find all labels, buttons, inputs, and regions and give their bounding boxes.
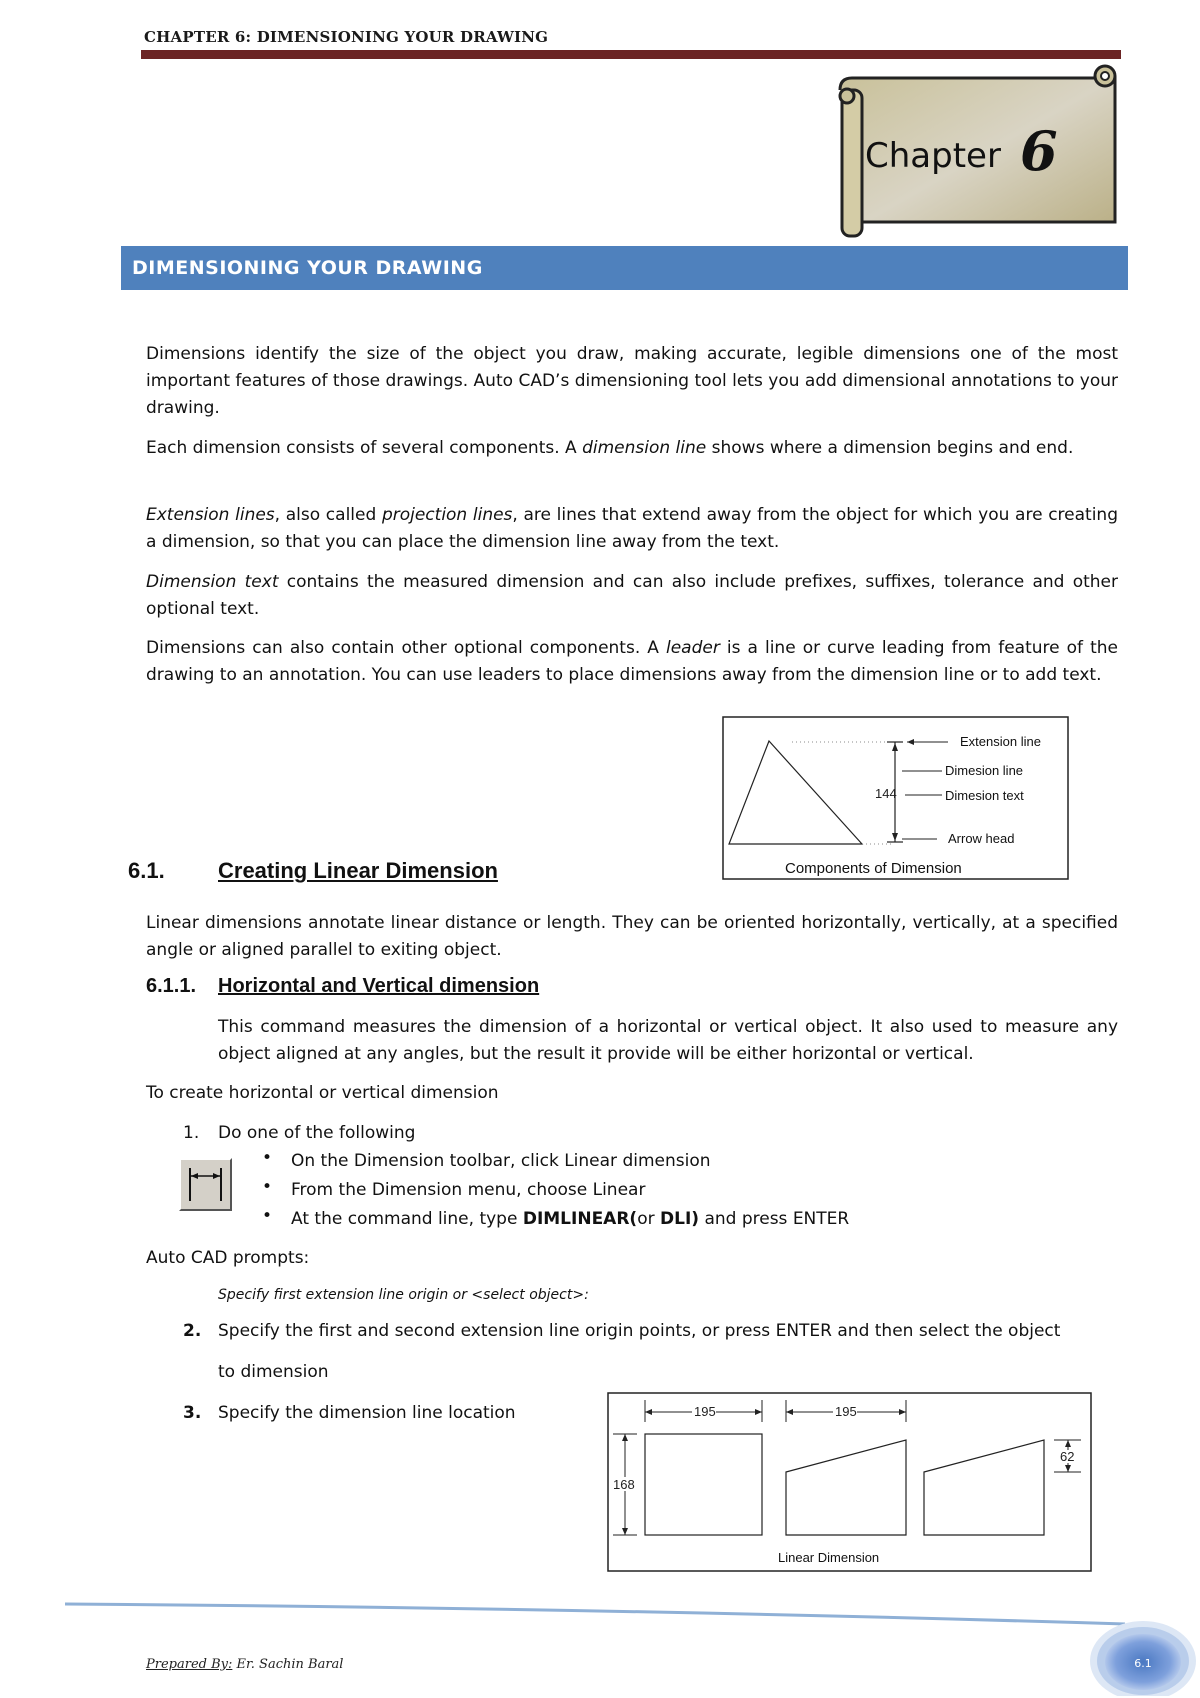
- dim-168: 168: [613, 1477, 635, 1492]
- label-dimension-line: Dimesion line: [945, 763, 1024, 778]
- label-extension-line: Extension line: [960, 734, 1041, 749]
- label-dimension-text: Dimesion text: [945, 788, 1024, 803]
- prepared-by-label: Prepared By:: [146, 1657, 233, 1672]
- dim-62: 62: [1060, 1449, 1075, 1464]
- emphasis-leader: leader: [665, 638, 720, 658]
- label-arrow-head: Arrow head: [948, 831, 1015, 846]
- figure-caption: Components of Dimension: [785, 860, 962, 877]
- subsection-body: This command measures the dimension of a horizontal or vertical object. It also used to measure any object aligned at any angles, but the result it provide will be either horizontal or vertical.: [218, 1017, 1118, 1064]
- text-run: contains the measured dimension and can also include prefixes, suffixes, tolerance and other optional text.: [146, 572, 1118, 619]
- intro-paragraph-3: [146, 502, 1118, 556]
- section-banner: DIMENSIONING YOUR DRAWING: [121, 246, 1128, 290]
- intro-paragraph-1: Dimensions identify the size of the object you draw, making accurate, legible dimensions one of the most important features of those drawings. Auto CAD’s dimensioning tool lets you add dimensional annotations to your drawing.: [146, 344, 1118, 418]
- figure-linear-dimension: [607, 1392, 1093, 1573]
- step-1-text: Do one of the following: [218, 1123, 416, 1143]
- subsection-title: Horizontal and Vertical dimension: [218, 975, 540, 997]
- dimension-value: 144: [875, 786, 897, 801]
- header-rule: [141, 50, 1121, 59]
- page-number-badge: [1086, 1606, 1198, 1696]
- footer-credit: [146, 1657, 343, 1672]
- figure-caption: Linear Dimension: [778, 1550, 880, 1565]
- subsection-number: 6.1.1.: [146, 975, 197, 997]
- bullet-dot: •: [262, 1177, 273, 1197]
- page-number: 6.1: [1134, 1657, 1152, 1670]
- emphasis-dimension-line: dimension line: [582, 438, 707, 458]
- bullet-2: From the Dimension menu, choose Linear: [291, 1180, 646, 1200]
- section-6-1-body: Linear dimensions annotate linear distance or length. They can be oriented horizontally, vertically, at a specified angle or aligned parallel to exiting object.: [146, 913, 1118, 960]
- bullet-dot: •: [262, 1206, 273, 1226]
- step-2-text-line1: Specify the first and second extension line origin points, or press ENTER and then select the object: [218, 1321, 1061, 1341]
- figure-components-of-dimension: [722, 716, 1070, 881]
- author-name: Er. Sachin Baral: [232, 1657, 344, 1672]
- text-run: Each dimension consists of several components. A: [146, 438, 583, 458]
- emphasis-projection-lines: projection lines: [381, 505, 513, 525]
- bullet-dot: •: [262, 1148, 273, 1168]
- command-dimlinear: DIMLINEAR(: [522, 1209, 638, 1229]
- footer-rule: [65, 1598, 1145, 1628]
- text-run: or: [637, 1209, 660, 1229]
- bullet-1: On the Dimension toolbar, click Linear dimension: [291, 1151, 711, 1171]
- prompt-text: Specify first extension line origin or <select object>:: [218, 1287, 589, 1303]
- running-header: CHAPTER 6: DIMENSIONING YOUR DRAWING: [144, 28, 549, 46]
- section-number: 6.1.: [128, 858, 165, 883]
- step-3-text: Specify the dimension line location: [218, 1403, 516, 1423]
- command-dli: DLI): [660, 1209, 700, 1229]
- emphasis-dimension-text: Dimension text: [146, 572, 279, 592]
- chapter-scroll: [820, 60, 1130, 245]
- text-run: and press ENTER: [699, 1209, 850, 1229]
- intro-paragraph-2: [146, 435, 1118, 462]
- text-run: , also called: [274, 505, 382, 525]
- dim-195-b: 195: [835, 1404, 857, 1419]
- step-2-number: 2.: [183, 1321, 202, 1341]
- section-title: Creating Linear Dimension: [218, 858, 498, 883]
- bullet-3: [291, 1206, 849, 1233]
- chapter-number: 6: [1020, 119, 1058, 183]
- text-run: , are lines that extend away from the object for which you are creating a dimension, so that you can place the dimension line away from the text.: [146, 505, 1118, 552]
- steps-intro: To create horizontal or vertical dimension: [146, 1083, 499, 1103]
- text-run: Dimensions can also contain other optional components. A: [146, 638, 666, 658]
- intro-paragraph-5: [146, 635, 1118, 689]
- emphasis-extension-lines: Extension lines: [146, 505, 275, 525]
- step-1-number: 1.: [183, 1123, 200, 1143]
- prompts-label: Auto CAD prompts:: [146, 1248, 310, 1268]
- step-3-number: 3.: [183, 1403, 202, 1423]
- text-run: is a line or curve leading from feature of the drawing to an annotation. You can use leaders to place dimensions away from the dimension line or to add text.: [146, 638, 1118, 685]
- intro-paragraph-4: [146, 569, 1118, 623]
- step-2-text-line2: to dimension: [218, 1362, 329, 1382]
- dim-195-a: 195: [694, 1404, 716, 1419]
- text-run: shows where a dimension begins and end.: [706, 438, 1074, 458]
- chapter-word: Chapter: [865, 136, 1001, 176]
- linear-dimension-icon[interactable]: [179, 1158, 232, 1211]
- text-run: At the command line, type: [291, 1209, 523, 1229]
